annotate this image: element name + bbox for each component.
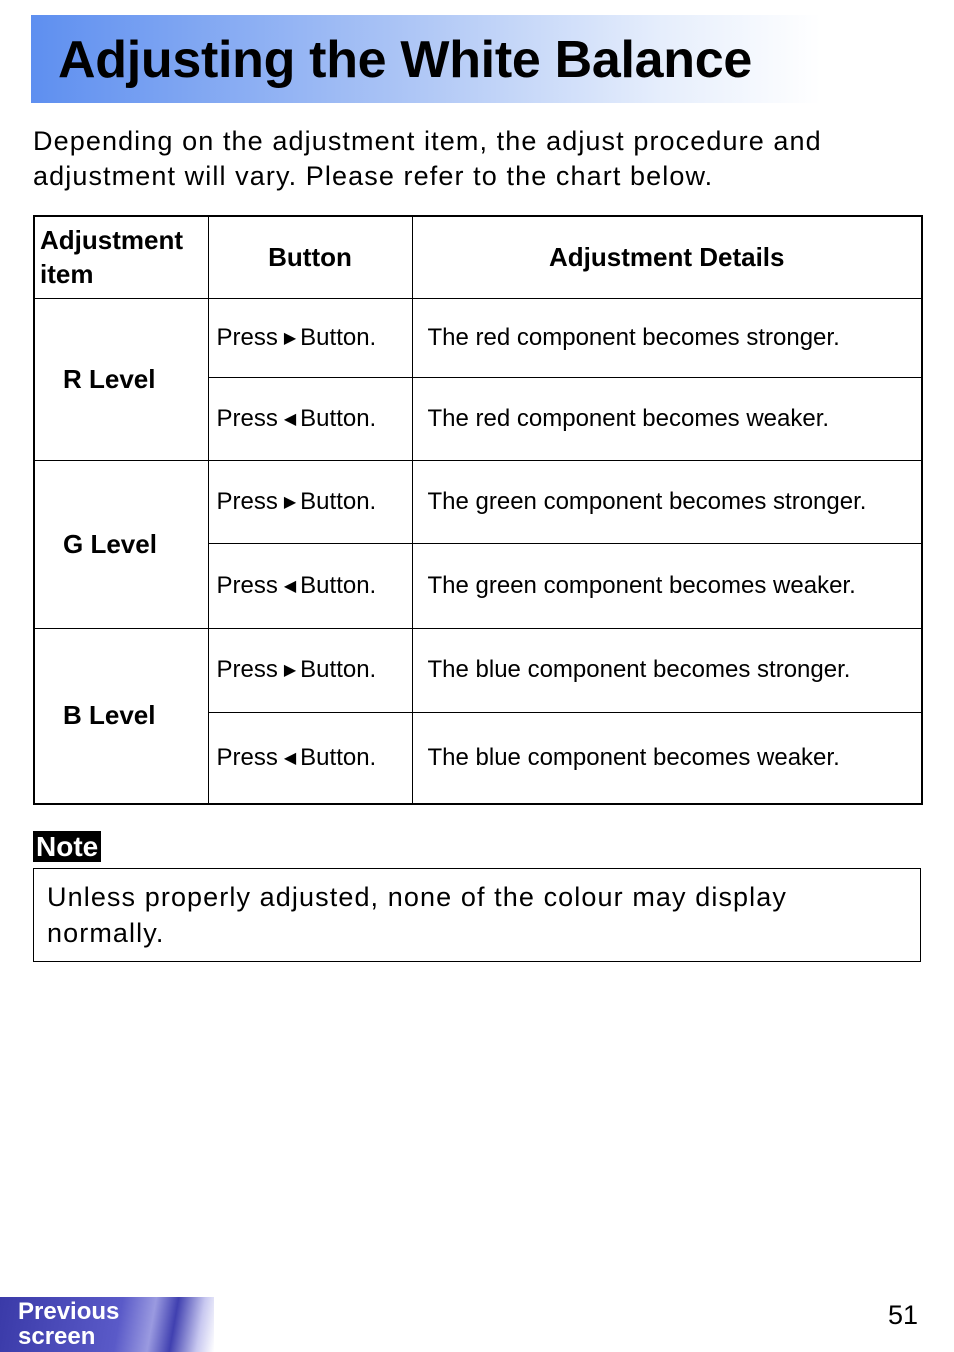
left-arrow-icon: ◀ — [283, 410, 297, 428]
press-text: Press — [216, 656, 278, 683]
button-right-cell — [208, 298, 412, 377]
previous-screen-label-line2: screen — [18, 1323, 96, 1350]
previous-screen-label-line1: Previous — [18, 1298, 120, 1325]
right-arrow-icon: ▶ — [283, 662, 297, 679]
button-text: Button. — [300, 571, 377, 599]
button-right-cell — [208, 628, 412, 712]
white-balance-table — [33, 215, 923, 805]
note-box: Unless properly adjusted, none of the colour may display normally. — [33, 868, 921, 962]
button-text: Button. — [300, 656, 377, 683]
table-row — [34, 460, 922, 543]
right-arrow-icon: ▶ — [283, 493, 297, 511]
page-title: Adjusting the White Balance — [58, 31, 752, 89]
page-number: 51 — [888, 1300, 919, 1330]
note-label: Note — [33, 831, 101, 862]
detail-g-decrease: The green component becomes weaker. — [412, 543, 922, 628]
press-text: Press — [216, 743, 278, 771]
button-text: Button. — [300, 743, 377, 771]
press-text: Press — [216, 571, 278, 599]
table-header-row — [34, 216, 922, 298]
header-adjustment-details: Adjustment Details — [412, 216, 922, 298]
detail-r-decrease: The red component becomes weaker. — [412, 377, 922, 460]
table-row — [34, 628, 922, 712]
press-text: Press — [216, 404, 278, 432]
press-text: Press — [216, 487, 278, 515]
detail-r-increase: The red component becomes stronger. — [412, 298, 922, 377]
level-label-b: B Level — [34, 628, 208, 804]
button-left-cell — [208, 377, 412, 460]
header-adjustment-item: Adjustment item — [34, 216, 208, 298]
detail-b-increase: The blue component becomes stronger. — [412, 628, 922, 712]
button-left-cell — [208, 543, 412, 628]
button-text: Button. — [300, 404, 377, 432]
button-right-cell — [208, 460, 412, 543]
level-label-g: G Level — [34, 460, 208, 628]
detail-b-decrease: The blue component becomes weaker. — [412, 712, 922, 804]
previous-screen-button[interactable] — [0, 1297, 214, 1352]
button-left-cell — [208, 712, 412, 804]
intro-paragraph: Depending on the adjustment item, the adjust procedure and adjustment will vary. Please refer to the chart below. — [33, 126, 822, 191]
left-arrow-icon: ◀ — [283, 577, 297, 595]
left-arrow-icon: ◀ — [283, 749, 297, 767]
table-row — [34, 298, 922, 377]
header-button: Button — [208, 216, 412, 298]
level-label-r: R Level — [34, 298, 208, 460]
button-text: Button. — [300, 487, 377, 515]
press-text: Press — [216, 323, 278, 351]
detail-g-increase: The green component becomes stronger. — [412, 460, 922, 543]
right-arrow-icon: ▶ — [283, 329, 297, 347]
button-text: Button. — [300, 323, 377, 351]
